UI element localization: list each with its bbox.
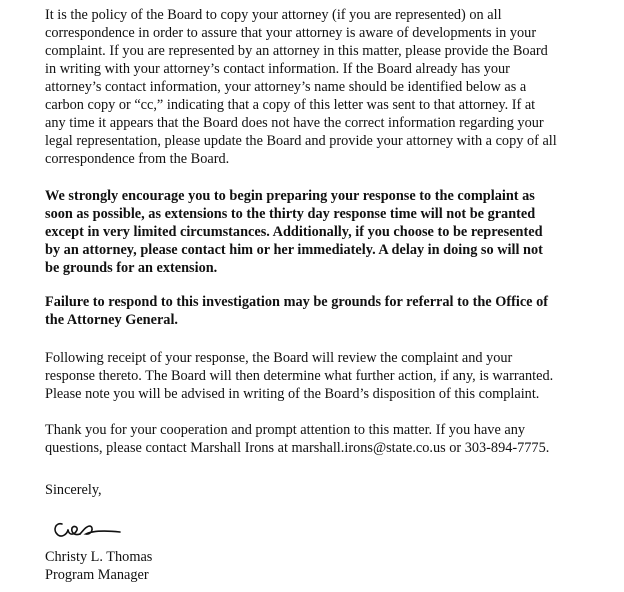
paragraph-line: except in very limited circumstances. Additionally, if you choose to be represented — [45, 224, 543, 240]
paragraph-line: legal representation, please update the Board and provide your attorney with a copy of all — [45, 133, 557, 149]
paragraph-line: Following receipt of your response, the Board will review the complaint and your — [45, 350, 513, 366]
signer-name: Christy L. Thomas — [45, 549, 153, 565]
paragraph-line: soon as possible, as extensions to the thirty day response time will not be granted — [45, 206, 536, 222]
paragraph-line: Thank you for your cooperation and prompt attention to this matter. If you have any — [45, 422, 526, 438]
paragraph-line: the Attorney General. — [45, 312, 179, 328]
paragraph-line: attorney’s contact information, your attorney’s name should be identified below as a — [45, 79, 527, 95]
paragraph-line: We strongly encourage you to begin preparing your response to the complaint as — [45, 188, 535, 204]
paragraph-line: complaint. If you are represented by an attorney in this matter, please provide the Board — [45, 43, 548, 59]
paragraph-line: be grounds for an extension. — [45, 260, 218, 276]
closing-salutation: Sincerely, — [45, 482, 102, 498]
handwritten-signature — [50, 508, 130, 542]
paragraph-line: by an attorney, please contact him or her immediately. A delay in doing so will not — [45, 242, 543, 258]
paragraph-line: in writing with your attorney’s contact information. If the Board already has your — [45, 61, 510, 77]
signer-title: Program Manager — [45, 567, 149, 583]
paragraph-line: any time it appears that the Board does not have the correct information regarding your — [45, 115, 544, 131]
paragraph-line: It is the policy of the Board to copy your attorney (if you are represented) on all — [45, 7, 502, 23]
review-paragraph — [45, 349, 605, 403]
failure-warning-paragraph — [45, 293, 605, 329]
paragraph-line: Please note you will be advised in writing of the Board’s disposition of this complaint. — [45, 386, 540, 402]
contact-paragraph — [45, 421, 605, 457]
signature-block — [45, 548, 152, 584]
paragraph-line: response thereto. The Board will then determine what further action, if any, is warranted. — [45, 368, 554, 384]
letter-body — [45, 6, 605, 457]
paragraph-line: carbon copy or “cc,” indicating that a copy of this letter was sent to that attorney. If at — [45, 97, 536, 113]
paragraph-line: questions, please contact Marshall Irons at marshall.irons@state.co.us or 303-894-7775. — [45, 440, 550, 456]
response-urgency-paragraph — [45, 187, 605, 277]
paragraph-line: Failure to respond to this investigation may be grounds for referral to the Office of — [45, 294, 548, 310]
paragraph-line: correspondence from the Board. — [45, 151, 230, 167]
policy-paragraph — [45, 6, 605, 168]
paragraph-line: correspondence in order to assure that your attorney is aware of developments in your — [45, 25, 537, 41]
